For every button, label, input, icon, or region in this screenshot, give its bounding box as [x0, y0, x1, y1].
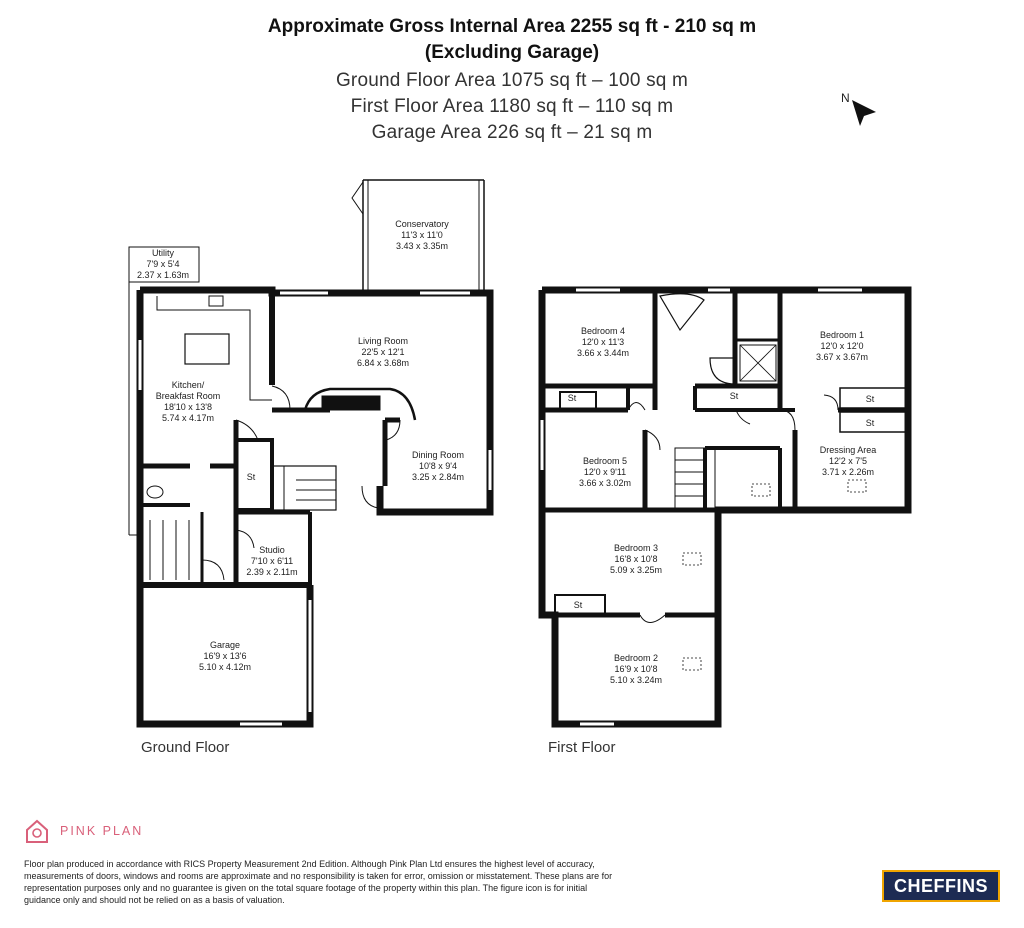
dressing-label: Dressing Area — [819, 445, 877, 455]
house-icon — [24, 818, 50, 844]
kitchen-dim-imperial: 18'10 x 13'8 — [164, 402, 212, 412]
disclaimer-text: Floor plan produced in accordance with RICS Property Measurement 2nd Edition. Although Pink Plan Ltd ensures the highest level of accuracy, measurements of doors, windows and rooms are approximate and no responsibility is taken for error, omission or misstatement. These plans are for representation purposes only and no guarantee is given on the total square footage of the property within this plan. The figure icon is for initial guidance only and should not be relied on as a basis of valuation. — [24, 859, 613, 905]
kitchen-dim-metric: 5.74 x 4.17m — [161, 413, 215, 423]
dining-room-label: Dining Room — [411, 450, 465, 460]
dressing-dim-metric: 3.71 x 2.26m — [821, 467, 875, 477]
bedroom4-dim-imperial: 12'0 x 11'3 — [581, 337, 625, 347]
dining-room-dim-metric: 3.25 x 2.84m — [411, 472, 465, 482]
bedroom3-label: Bedroom 3 — [613, 543, 659, 553]
bedroom2-dim-imperial: 16'9 x 10'8 — [614, 664, 658, 674]
kitchen-label: Kitchen/ — [171, 380, 205, 390]
first-floor-title: First Floor — [548, 739, 616, 756]
living-room-dim-imperial: 22'5 x 12'1 — [361, 347, 405, 357]
first-floor-area: First Floor Area 1180 sq ft – 110 sq m — [350, 96, 674, 117]
utility-dim-imperial: 7'9 x 5'4 — [146, 259, 180, 269]
bedroom3-dim-metric: 5.09 x 3.25m — [609, 565, 663, 575]
ff-store-label-2: St — [729, 391, 739, 401]
garage-dim-metric: 5.10 x 4.12m — [198, 662, 252, 672]
compass-n-label: N — [841, 91, 850, 105]
studio-label: Studio — [259, 545, 285, 555]
living-room-dim-metric: 6.84 x 3.68m — [356, 358, 410, 368]
bedroom1-label: Bedroom 1 — [819, 330, 865, 340]
ground-floor-title: Ground Floor — [141, 739, 230, 756]
conservatory-label: Conservatory — [395, 219, 449, 229]
bedroom5-label: Bedroom 5 — [582, 456, 628, 466]
bedroom1-dim-imperial: 12'0 x 12'0 — [820, 341, 864, 351]
pink-plan-logo — [24, 818, 143, 844]
utility-dim-metric: 2.37 x 1.63m — [136, 270, 190, 280]
bedroom5-dim-metric: 3.66 x 3.02m — [578, 478, 632, 488]
garage-dim-imperial: 16'9 x 13'6 — [203, 651, 247, 661]
garage-label: Garage — [209, 640, 241, 650]
ground-floor-area: Ground Floor Area 1075 sq ft – 100 sq m — [335, 70, 689, 91]
utility-label: Utility — [152, 248, 174, 258]
bedroom4-dim-metric: 3.66 x 3.44m — [576, 348, 630, 358]
pink-plan-brand: PINK PLAN — [60, 824, 144, 838]
cheffins-logo: CHEFFINS — [882, 870, 1000, 902]
conservatory-dim-metric: 3.43 x 3.35m — [395, 241, 449, 251]
ff-store-label-1: St — [567, 393, 577, 403]
bedroom1-dim-metric: 3.67 x 3.67m — [815, 352, 869, 362]
living-room-label: Living Room — [357, 336, 409, 346]
studio-dim-metric: 2.39 x 2.11m — [246, 567, 298, 577]
ff-store-label-5: St — [573, 600, 583, 610]
gross-area-subtitle: (Excluding Garage) — [424, 42, 600, 63]
garage-area: Garage Area 226 sq ft – 21 sq m — [371, 122, 653, 143]
bedroom4-label: Bedroom 4 — [580, 326, 626, 336]
kitchen-label-2: Breakfast Room — [155, 391, 221, 401]
dressing-dim-imperial: 12'2 x 7'5 — [829, 456, 867, 466]
ff-store-label-4: St — [865, 418, 875, 428]
bedroom5-dim-imperial: 12'0 x 9'11 — [583, 467, 627, 477]
studio-dim-imperial: 7'10 x 6'11 — [250, 556, 294, 566]
dining-room-dim-imperial: 10'8 x 9'4 — [419, 461, 457, 471]
gf-store-label: St — [246, 472, 256, 482]
bedroom2-label: Bedroom 2 — [613, 653, 659, 663]
ff-store-label-3: St — [865, 394, 875, 404]
bedroom2-dim-metric: 5.10 x 3.24m — [609, 675, 663, 685]
gross-area-title: Approximate Gross Internal Area 2255 sq ft - 210 sq m — [267, 16, 757, 37]
bedroom3-dim-imperial: 16'8 x 10'8 — [614, 554, 658, 564]
north-arrow-icon — [841, 91, 876, 126]
conservatory-dim-imperial: 11'3 x 11'0 — [401, 230, 443, 240]
